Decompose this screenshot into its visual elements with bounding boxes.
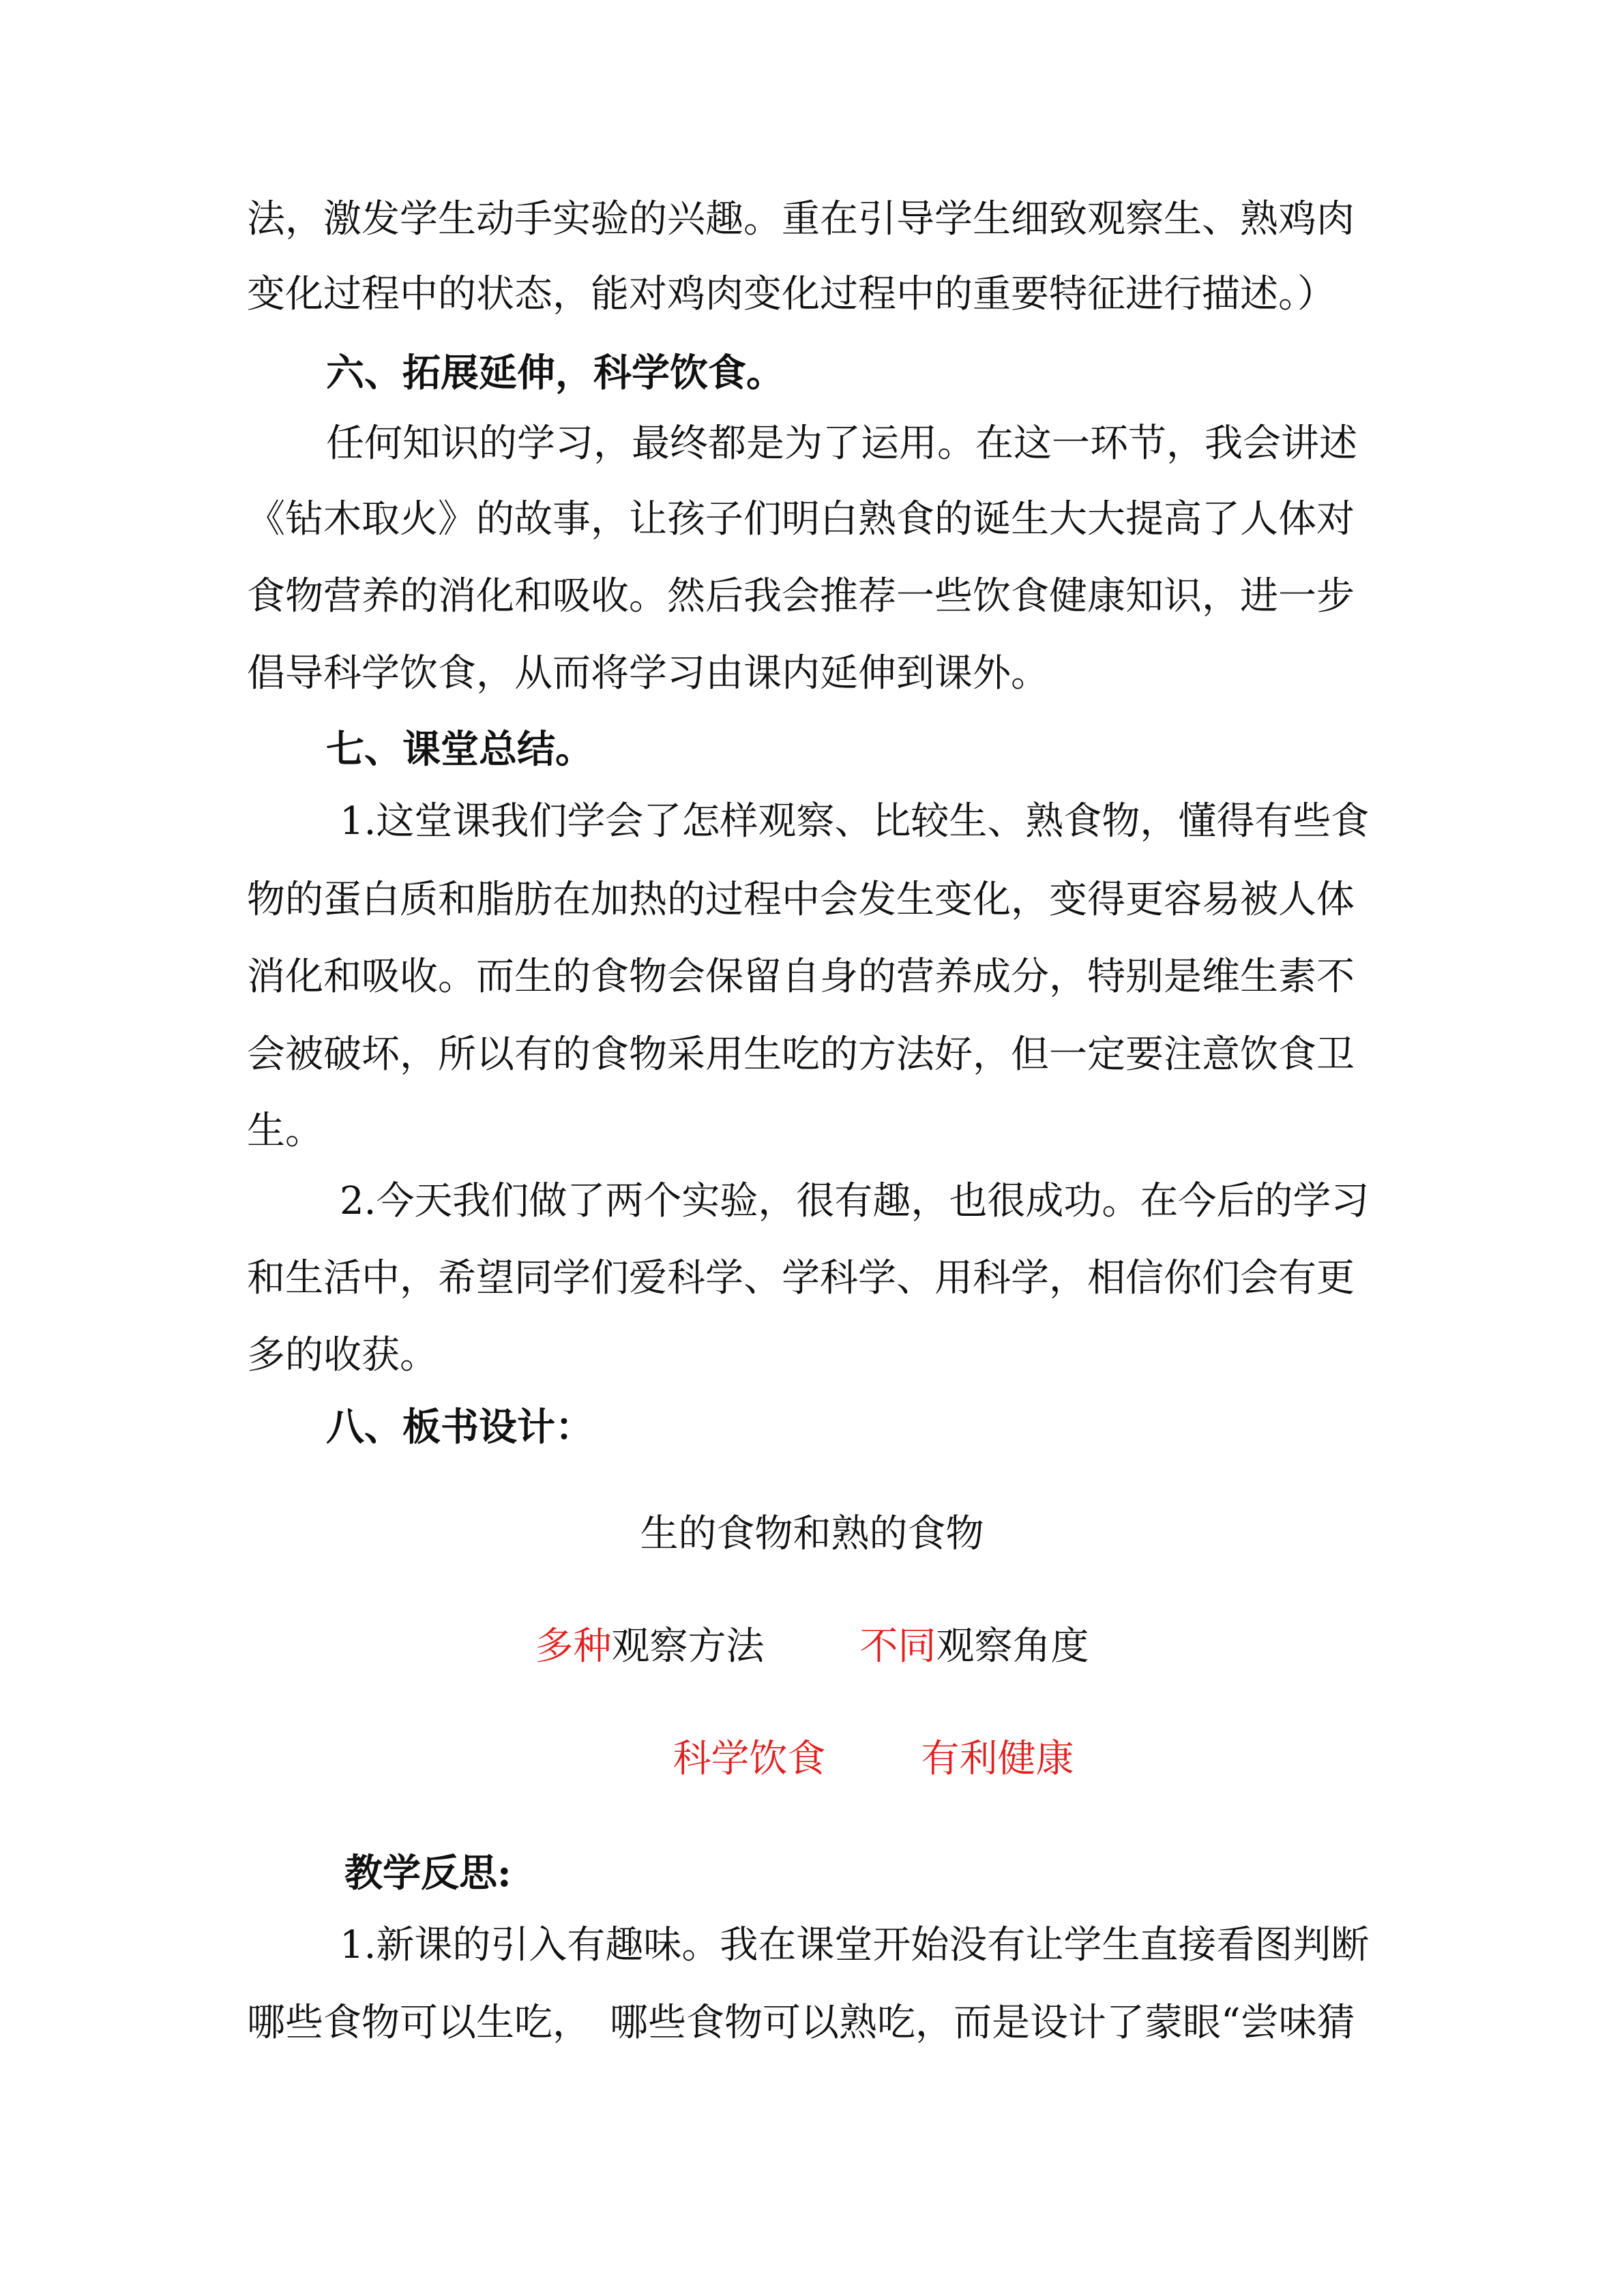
board-black-text: 观察方法 [611, 1624, 765, 1669]
section-heading-7: 七、课堂总结。 [326, 727, 593, 772]
paragraph-line: 食物营养的消化和吸收。然后我会推荐一些饮食健康知识，进一步 [247, 574, 1355, 618]
board-row-2 [61, 1735, 1624, 1783]
board-row-1 [0, 1623, 1624, 1671]
paragraph-line: 生。 [247, 1109, 323, 1153]
paragraph-line: 任何知识的学习，最终都是为了运用。在这一环节，我会讲述 [326, 421, 1357, 466]
board-red-text: 多种 [535, 1624, 612, 1669]
paragraph-line: 消化和吸收。而生的食物会保留自身的营养成分，特别是维生素不 [247, 955, 1355, 999]
paragraph-line: 多的收获。 [247, 1333, 438, 1377]
board-black-text: 观察角度 [936, 1624, 1089, 1669]
board-item-health: 有利健康 [921, 1737, 1074, 1781]
section-heading-6: 六、拓展延伸，科学饮食。 [326, 351, 784, 396]
paragraph-line: 法，激发学生动手实验的兴趣。重在引导学生细致观察生、熟鸡肉 [247, 197, 1355, 241]
paragraph-line: 物的蛋白质和脂肪在加热的过程中会发生变化，变得更容易被人体 [247, 878, 1355, 922]
section-heading-8: 八、板书设计： [326, 1405, 593, 1450]
board-title: 生的食物和熟的食物 [640, 1512, 984, 1556]
paragraph-line: 变化过程中的状态，能对鸡肉变化过程中的重要特征进行描述。） [247, 272, 1335, 316]
board-red-text: 不同 [859, 1624, 936, 1669]
paragraph-line: 倡导科学饮食，从而将学习由课内延伸到课外。 [247, 651, 1049, 696]
paragraph-line: 和生活中，希望同学们爱科学、学科学、用科学，相信你们会有更 [247, 1256, 1355, 1300]
board-item-diet: 科学饮食 [673, 1737, 826, 1781]
paragraph-line: 2.今天我们做了两个实验，很有趣，也很成功。在今后的学习 [340, 1179, 1370, 1223]
board-item-angles [860, 1624, 1089, 1669]
paragraph-line: 1.这堂课我们学会了怎样观察、比较生、熟食物，懂得有些食 [340, 799, 1370, 844]
board-item-methods [535, 1624, 765, 1669]
paragraph-line: 哪些食物可以生吃， 哪些食物可以熟吃，而是设计了蒙眼“尝味猜 [247, 2001, 1355, 2045]
paragraph-line: 1.新课的引入有趣味。我在课堂开始没有让学生直接看图判断 [340, 1923, 1370, 1967]
reflection-heading: 教学反思: [344, 1851, 512, 1896]
paragraph-line: 会被破坏，所以有的食物采用生吃的方法好，但一定要注意饮食卫 [247, 1032, 1355, 1077]
paragraph-line: 《钻木取火》的故事，让孩子们明白熟食的诞生大大提高了人体对 [247, 497, 1355, 541]
